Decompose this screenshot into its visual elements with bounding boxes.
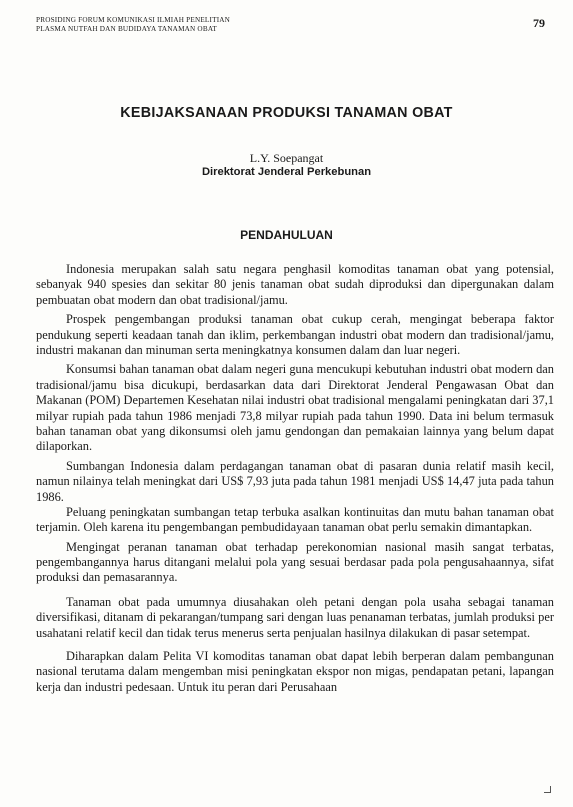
page-corner-mark <box>544 786 551 793</box>
paragraph: Indonesia merupakan salah satu negara penghasil komoditas tanaman obat yang potensial, sebanyak 940 spesies dan sekitar 80 jenis tanaman obat sudah diproduksi dan dipergunakan dalam pembuatan obat modern dan obat tradisional/jamu. <box>36 262 554 307</box>
paragraph: Diharapkan dalam Pelita VI komoditas tanaman obat dapat lebih berperan dalam pembangunan nasional terutama dalam mengemban misi peningkatan ekspor non migas, pendapatan petani, lapangan kerja dan industri pedesaan. Untuk itu peran dari Perusahaan <box>36 648 554 694</box>
author-name: L.Y. Soepangat <box>249 151 324 165</box>
body-text <box>36 262 554 703</box>
paragraph: Peluang peningkatan sumbangan tetap terbuka asalkan kontinuitas dan mutu bahan tanaman obat terjamin. Oleh karena itu pengembangan pembudidayaan tanaman obat perlu semakin dimantapkan. <box>36 505 554 535</box>
running-header-line-2: PLASMA NUTFAH DAN BUDIDAYA TANAMAN OBAT <box>36 25 218 33</box>
author-affiliation: Direktorat Jenderal Perkebunan <box>201 166 372 178</box>
section-heading: PENDAHULUAN <box>240 228 333 242</box>
running-header <box>36 16 230 34</box>
paragraph: Tanaman obat pada umumnya diusahakan oleh petani dengan pola usaha sebagai tanaman diversifikasi, ditanam di pekarangan/tumpang sari dengan luas penanaman terbatas, jumlah produksi per usahatani relatif kecil dan tidak terus menerus serta penjualan hasilnya dilakukan di pasar setempat. <box>36 595 554 640</box>
paper-title: KEBIJAKSANAAN PRODUKSI TANAMAN OBAT <box>120 105 453 121</box>
paragraph: Sumbangan Indonesia dalam perdagangan tanaman obat di pasaran dunia relatif masih kecil, namun nilainya telah meningkat dari US$ 7,93 juta pada tahun 1981 menjadi US$ 14,47 juta pada tahun 1986. <box>36 458 554 504</box>
running-header-line-1: PROSIDING FORUM KOMUNIKASI ILMIAH PENELITIAN <box>36 16 231 24</box>
paragraph: Mengingat peranan tanaman obat terhadap perekonomian nasional masih sangat terbatas, pengembangannya harus ditangani melalui pola yang sesuai berdasar pada pola pengusahaannya, sifat produksi dan pemasarannya. <box>36 539 554 584</box>
paragraph: Prospek pengembangan produksi tanaman obat cukup cerah, mengingat beberapa faktor pendukung seperti keadaan tanah dan iklim, perkembangan industri obat modern dan tradisional/jamu, industri makanan dan minuman serta meningkatnya konsumen dalam dan luar negeri. <box>36 312 554 358</box>
paragraph: Konsumsi bahan tanaman obat dalam negeri guna mencukupi kebutuhan industri obat modern dan tradisional/jamu bisa dicukupi, berdasarkan data dari Direktorat Jenderal Pengawasan Obat dan Makanan (POM) Departemen Kesehatan nilai industri obat tradisional mengalami peningkatan dari 37,1 milyar rupiah pada tahun 1986 menjadi 73,8 milyar rupiah pada tahun 1990. Data ini belum termasuk bahan tanaman obat yang dikonsumsi oleh jamu gendongan dan pemakaian lainnya yang belum dapat dilaporkan. <box>36 362 554 454</box>
page-number: 79 <box>533 16 545 30</box>
